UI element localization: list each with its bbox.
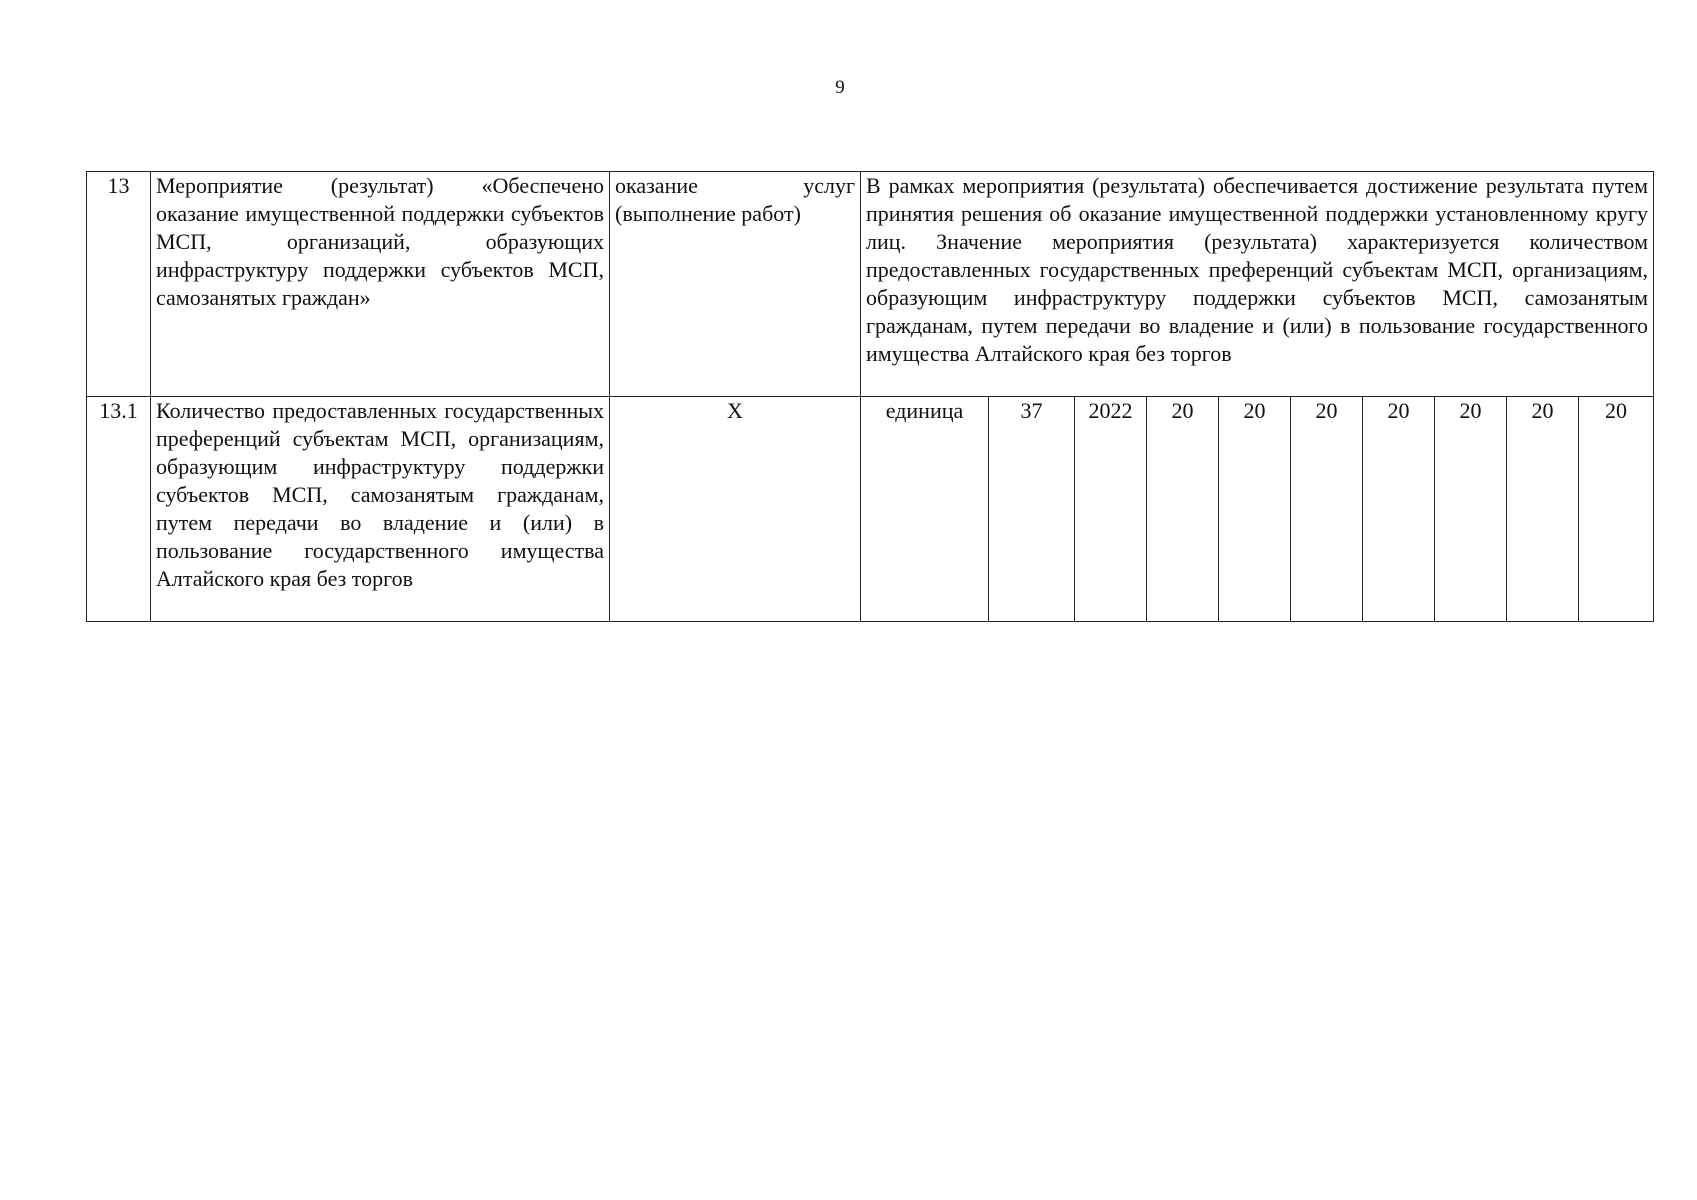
year-value-cell: 20 bbox=[1579, 397, 1654, 622]
activity-description: В рамках мероприятия (результата) обеспечивается достижение результата путем принятия решения об оказание имущественной поддержки установленному кругу лиц. Значение мероприятия (результата) характеризуется количеством предоставленных государственных преференций субъектам МСП, организациям, образующим инфраструктуру поддержки субъектов МСП, самозанятым гражданам, путем передачи во владение и (или) в пользование государственного имущества Алтайского края без торгов bbox=[861, 172, 1654, 397]
page-number: 9 bbox=[835, 77, 845, 98]
activity-type: оказание услуг (выполнение работ) bbox=[610, 172, 861, 397]
table-row bbox=[87, 172, 1654, 397]
base-year-cell: 2022 bbox=[1075, 397, 1147, 622]
year-value-cell: 20 bbox=[1363, 397, 1435, 622]
activity-title: Мероприятие (результат) «Обеспечено оказание имущественной поддержки субъектов МСП, организаций, образующих инфраструктуру поддержки субъектов МСП, самозанятых граждан» bbox=[151, 172, 610, 397]
year-value-cell: 20 bbox=[1219, 397, 1291, 622]
row-number: 13.1 bbox=[87, 397, 151, 622]
row-number: 13 bbox=[87, 172, 151, 397]
year-value-cell: 20 bbox=[1507, 397, 1579, 622]
year-value-cell: 20 bbox=[1291, 397, 1363, 622]
unit-cell: единица bbox=[861, 397, 989, 622]
indicator-title: Количество предоставленных государственных преференций субъектам МСП, организациям, образующим инфраструктуру поддержки субъектов МСП, самозанятым гражданам, путем передачи во владение и (или) в пользование государственного имущества Алтайского края без торгов bbox=[151, 397, 610, 622]
results-table bbox=[86, 171, 1654, 622]
year-value-cell: 20 bbox=[1435, 397, 1507, 622]
indicator-type: Х bbox=[610, 397, 861, 622]
table-row bbox=[87, 397, 1654, 622]
year-value-cell: 20 bbox=[1147, 397, 1219, 622]
base-value-cell: 37 bbox=[989, 397, 1075, 622]
